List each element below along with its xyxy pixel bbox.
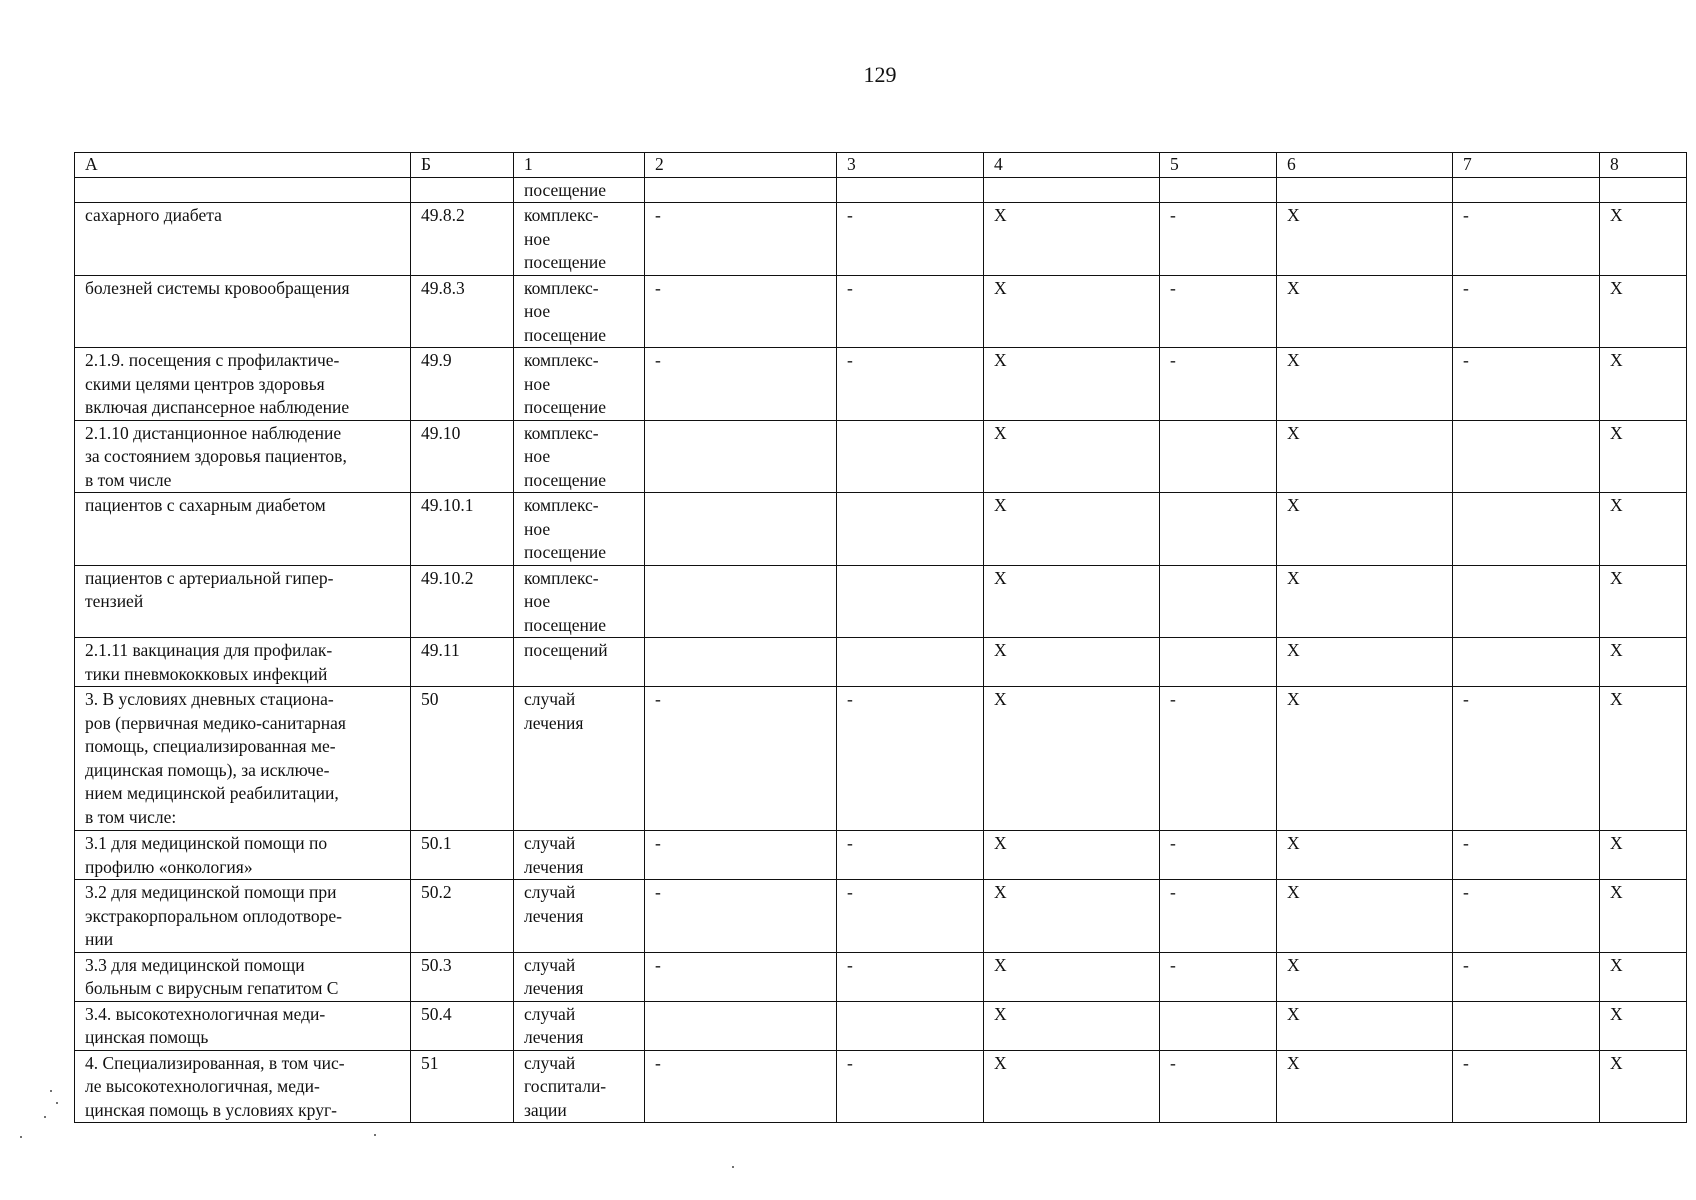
table-cell: - <box>1160 203 1277 276</box>
table-cell: 2.1.9. посещения с профилактиче- скими целями центров здоровья включая диспансерное наблюдение <box>75 348 411 421</box>
table-cell <box>1453 1001 1600 1050</box>
table-cell: - <box>837 203 984 276</box>
table-cell: 49.10.1 <box>411 493 514 566</box>
table-row <box>75 638 1687 687</box>
table-cell: X <box>1277 420 1453 493</box>
table-cell <box>1160 420 1277 493</box>
table-cell <box>645 493 837 566</box>
table-cell: 3.2 для медицинской помощи при экстракорпоральном оплодотворе- нии <box>75 880 411 953</box>
table-cell: 49.8.2 <box>411 203 514 276</box>
table-cell: X <box>984 565 1160 638</box>
table-cell: комплекс- ное посещение <box>514 203 645 276</box>
table-cell: X <box>1277 880 1453 953</box>
column-header: 5 <box>1160 153 1277 178</box>
table-row <box>75 880 1687 953</box>
table-cell: случай лечения <box>514 831 645 880</box>
table-cell: комплекс- ное посещение <box>514 565 645 638</box>
scan-speck <box>732 1166 734 1168</box>
table-header-row <box>75 153 1687 178</box>
table-cell: - <box>645 275 837 348</box>
table-cell: X <box>1600 1050 1687 1123</box>
table-cell: 50.1 <box>411 831 514 880</box>
table-cell: - <box>645 687 837 831</box>
table-cell: 3.1 для медицинской помощи по профилю «онкология» <box>75 831 411 880</box>
table-cell: - <box>1160 952 1277 1001</box>
table-cell: X <box>1277 831 1453 880</box>
table-row <box>75 275 1687 348</box>
table-cell: X <box>1277 638 1453 687</box>
table-row <box>75 348 1687 421</box>
table-cell: - <box>1453 687 1600 831</box>
column-header: 7 <box>1453 153 1600 178</box>
table-cell <box>645 565 837 638</box>
table-cell: комплекс- ное посещение <box>514 348 645 421</box>
table-cell: случай лечения <box>514 1001 645 1050</box>
table-cell: - <box>837 952 984 1001</box>
table-cell: случай лечения <box>514 952 645 1001</box>
table-cell: посещений <box>514 638 645 687</box>
table-cell <box>411 177 514 203</box>
table-cell: X <box>1277 203 1453 276</box>
table-row <box>75 565 1687 638</box>
data-table <box>74 152 1687 1123</box>
table-cell: пациентов с сахарным диабетом <box>75 493 411 566</box>
table-cell <box>1453 493 1600 566</box>
table-body <box>75 177 1687 1123</box>
table-cell: 2.1.10 дистанционное наблюдение за состоянием здоровья пациентов, в том числе <box>75 420 411 493</box>
table-cell: X <box>1600 831 1687 880</box>
table-cell: - <box>1160 831 1277 880</box>
table-cell: X <box>1600 880 1687 953</box>
column-header: 2 <box>645 153 837 178</box>
table-cell <box>1160 638 1277 687</box>
column-header: Б <box>411 153 514 178</box>
table-cell: X <box>984 203 1160 276</box>
table-cell: 3.4. высокотехнологичная меди- цинская помощь <box>75 1001 411 1050</box>
table-cell: - <box>1453 1050 1600 1123</box>
table-cell: 3. В условиях дневных стациона- ров (первичная медико-санитарная помощь, специализированная ме- дицинская помощь), за исключе- нием медицинской реабилитации, в том числе: <box>75 687 411 831</box>
table-cell: X <box>1277 1001 1453 1050</box>
table-cell <box>645 1001 837 1050</box>
table-cell <box>1160 177 1277 203</box>
table-cell: - <box>645 952 837 1001</box>
table-cell: X <box>984 952 1160 1001</box>
table-cell: - <box>645 831 837 880</box>
table-cell: случай лечения <box>514 687 645 831</box>
table-cell <box>837 638 984 687</box>
table-cell: 49.8.3 <box>411 275 514 348</box>
table-cell <box>837 493 984 566</box>
table-cell <box>645 420 837 493</box>
table-cell <box>1160 1001 1277 1050</box>
table-cell: X <box>1277 493 1453 566</box>
table-cell: - <box>1160 275 1277 348</box>
scan-speck <box>20 1136 22 1138</box>
table-cell: - <box>645 203 837 276</box>
table-cell <box>1453 177 1600 203</box>
scan-speck <box>56 1102 58 1104</box>
table-cell: - <box>837 687 984 831</box>
table-cell: 49.9 <box>411 348 514 421</box>
table-cell: - <box>837 275 984 348</box>
scan-speck <box>44 1116 46 1118</box>
table-cell: X <box>1600 638 1687 687</box>
table-row <box>75 952 1687 1001</box>
table-cell: X <box>984 275 1160 348</box>
table-cell: - <box>645 880 837 953</box>
column-header: 3 <box>837 153 984 178</box>
table-cell: X <box>1600 952 1687 1001</box>
table-row <box>75 1001 1687 1050</box>
table-cell: X <box>984 348 1160 421</box>
table-cell: X <box>1600 687 1687 831</box>
table-cell: X <box>1277 687 1453 831</box>
table-cell <box>1453 638 1600 687</box>
table-cell: комплекс- ное посещение <box>514 420 645 493</box>
table-cell: 49.10.2 <box>411 565 514 638</box>
table-cell: X <box>984 420 1160 493</box>
table-cell <box>837 177 984 203</box>
table-cell: X <box>1600 565 1687 638</box>
table-cell <box>1453 565 1600 638</box>
table-cell: комплекс- ное посещение <box>514 493 645 566</box>
column-header: А <box>75 153 411 178</box>
table-cell: 3.3 для медицинской помощи больным с вирусным гепатитом С <box>75 952 411 1001</box>
table-cell: болезней системы кровообращения <box>75 275 411 348</box>
table-cell <box>1160 493 1277 566</box>
table-cell: X <box>984 638 1160 687</box>
table-cell: X <box>984 1050 1160 1123</box>
table-cell: случай лечения <box>514 880 645 953</box>
table-cell: - <box>1160 348 1277 421</box>
table-cell: 2.1.11 вакцинация для профилак- тики пневмококковых инфекций <box>75 638 411 687</box>
table-cell: 49.11 <box>411 638 514 687</box>
table-cell <box>984 177 1160 203</box>
table-cell: - <box>1160 1050 1277 1123</box>
table-row <box>75 493 1687 566</box>
table-cell <box>1600 177 1687 203</box>
table-cell: 51 <box>411 1050 514 1123</box>
table-cell <box>1160 565 1277 638</box>
column-header: 1 <box>514 153 645 178</box>
table-cell: - <box>837 880 984 953</box>
table-cell <box>1453 420 1600 493</box>
table-cell: пациентов с артериальной гипер- тензией <box>75 565 411 638</box>
table-cell: - <box>1160 687 1277 831</box>
table-cell: - <box>1453 275 1600 348</box>
scan-speck <box>50 1090 52 1092</box>
table-cell: X <box>1600 275 1687 348</box>
table-cell: случай госпитали- зации <box>514 1050 645 1123</box>
table-cell: - <box>837 1050 984 1123</box>
table-row <box>75 177 1687 203</box>
table-cell <box>837 420 984 493</box>
table-cell: X <box>984 687 1160 831</box>
table-row <box>75 831 1687 880</box>
table-cell: 50.4 <box>411 1001 514 1050</box>
table-cell <box>645 638 837 687</box>
table-cell: - <box>1453 831 1600 880</box>
table-row <box>75 1050 1687 1123</box>
scan-speck <box>374 1134 376 1136</box>
table-cell: X <box>1277 565 1453 638</box>
table-cell <box>1277 177 1453 203</box>
table-cell: - <box>1453 203 1600 276</box>
table-cell: 4. Специализированная, в том чис- ле высокотехнологичная, меди- цинская помощь в условиях круг- <box>75 1050 411 1123</box>
table-cell <box>837 1001 984 1050</box>
table-cell: - <box>645 1050 837 1123</box>
table-cell: X <box>1600 420 1687 493</box>
table-cell: - <box>1453 880 1600 953</box>
table-cell: 50.3 <box>411 952 514 1001</box>
table-cell <box>645 177 837 203</box>
page-number: 129 <box>863 62 897 87</box>
table-cell: X <box>984 1001 1160 1050</box>
column-header: 8 <box>1600 153 1687 178</box>
table-cell: X <box>1600 203 1687 276</box>
table-cell: комплекс- ное посещение <box>514 275 645 348</box>
table-cell: - <box>1453 952 1600 1001</box>
table-row <box>75 203 1687 276</box>
table-cell: X <box>984 831 1160 880</box>
table-cell: - <box>645 348 837 421</box>
table-cell <box>837 565 984 638</box>
table-cell: X <box>1600 493 1687 566</box>
table-cell: 50.2 <box>411 880 514 953</box>
table-row <box>75 420 1687 493</box>
table-cell: - <box>1453 348 1600 421</box>
table-cell: X <box>1277 952 1453 1001</box>
table-cell: посещение <box>514 177 645 203</box>
table-cell: X <box>1277 1050 1453 1123</box>
table-cell <box>75 177 411 203</box>
table-cell: - <box>837 348 984 421</box>
table-cell: X <box>1600 348 1687 421</box>
table-cell: X <box>984 880 1160 953</box>
table-cell: - <box>1160 880 1277 953</box>
table-cell: - <box>837 831 984 880</box>
table-cell: 50 <box>411 687 514 831</box>
table-cell: X <box>984 493 1160 566</box>
table-cell: X <box>1277 348 1453 421</box>
table-cell: X <box>1600 1001 1687 1050</box>
column-header: 4 <box>984 153 1160 178</box>
table-cell: 49.10 <box>411 420 514 493</box>
table-cell: сахарного диабета <box>75 203 411 276</box>
table-cell: X <box>1277 275 1453 348</box>
column-header: 6 <box>1277 153 1453 178</box>
table-row <box>75 687 1687 831</box>
